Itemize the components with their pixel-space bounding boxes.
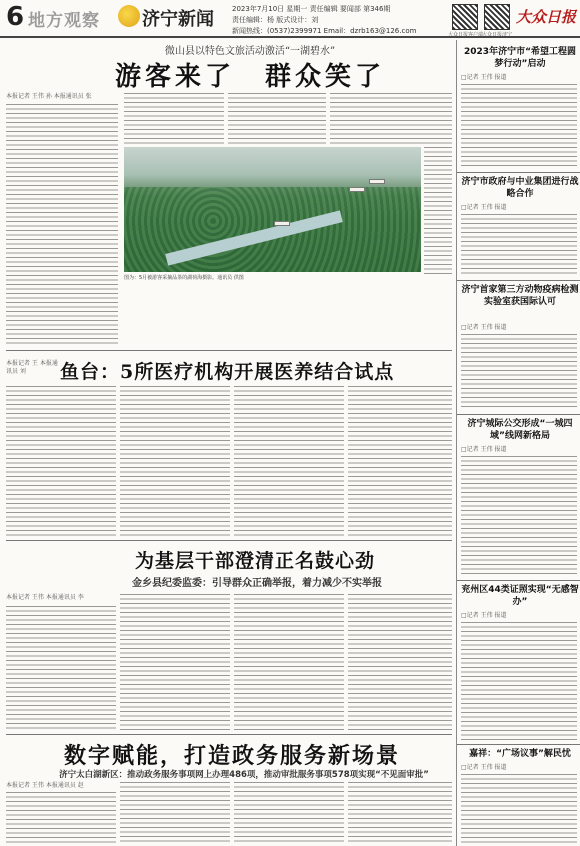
body-text-column (6, 386, 116, 536)
qr-code-icon (452, 4, 478, 30)
brief-headline: 济宁市政府与中业集团进行战略合作 (461, 177, 579, 199)
qr-code-icon (484, 4, 510, 30)
newspaper-logo: 大众日报 (516, 8, 577, 26)
article-headline: 为基层干部澄清正名鼓心劲 (134, 550, 375, 572)
sun-logo-icon (118, 5, 140, 27)
brief-text (461, 334, 577, 410)
qr-label: 大众日报客户端 (448, 32, 484, 38)
article-byline: 本报记者 王伟 本报通讯员 赵 (6, 782, 84, 789)
qr-label: 大众日报济宁 (482, 32, 513, 38)
divider (6, 540, 452, 541)
divider (457, 414, 580, 415)
brief-text (461, 622, 577, 740)
brief-byline: □记者 王伟 报道 (461, 446, 507, 453)
body-text-column (120, 782, 230, 844)
body-text-column (234, 386, 344, 536)
brand-title: 济宁新闻 (142, 9, 214, 30)
brief-text (461, 84, 577, 168)
brief-headline: 2023年济宁市“希望工程圆梦行动”启动 (464, 47, 576, 69)
body-text-column (348, 386, 452, 536)
brief-byline: □记者 王伟 报道 (461, 324, 507, 331)
brief-text (461, 456, 577, 576)
brief-byline: □记者 王伟 报道 (461, 764, 507, 771)
brief-byline: □记者 王伟 报道 (461, 204, 507, 211)
article-byline: 本报记者 王伟 孙 本报通讯员 张 (6, 93, 92, 100)
brief-byline: □记者 王伟 报道 (461, 74, 507, 81)
article-byline: 本报记者 王伟 本报通讯员 李 (6, 594, 84, 601)
body-text-column (228, 93, 326, 145)
body-text-column (424, 147, 452, 277)
divider (457, 744, 580, 745)
masthead-info-line: 新闻热线：(0537)2399971 Email：dzrb163@126.com (232, 27, 417, 35)
page-number: 6 (6, 2, 25, 32)
article-headline: 鱼台：5所医疗机构开展医养结合试点 (60, 361, 395, 383)
brief-byline: □记者 王伟 报道 (461, 612, 507, 619)
brief-text (461, 774, 577, 844)
body-text-column (6, 104, 118, 344)
body-text-column (6, 792, 116, 844)
article-headline: 游客来了 群众笑了 (114, 62, 385, 92)
body-text-column (234, 782, 344, 844)
lotus-lake-photo (124, 147, 421, 272)
photo-caption: 图为：5月被游客采摘品茶的湖荷海摄影。通讯员 供图 (124, 275, 244, 281)
body-text-column (124, 93, 224, 145)
masthead (0, 0, 580, 38)
section-title: 地方观察 (28, 11, 100, 31)
body-text-column (120, 594, 230, 730)
masthead-info-line: 责任编辑：杨 版式设计：刘 (232, 16, 319, 24)
divider (6, 734, 452, 735)
divider (457, 280, 580, 281)
news-briefs-column (456, 40, 580, 846)
brief-text (461, 214, 577, 276)
body-text-column (348, 594, 452, 730)
body-text-column (330, 93, 452, 145)
body-text-column (6, 606, 116, 730)
body-text-column (348, 782, 452, 844)
body-text-column (234, 594, 344, 730)
brief-headline: 济宁城际公交形成“一城四域”线网新格局 (467, 419, 573, 441)
masthead-info (232, 4, 444, 37)
article-subhead: 济宁太白湖新区：推动政务服务事项网上办理486项，推动审批服务事项578项实现“不见面审批” (59, 770, 429, 780)
article-subhead: 金乡县纪委监委：引导群众正确举报，着力减少不实举报 (132, 578, 382, 589)
brief-headline: 嘉祥：“广场议事”解民忧 (469, 749, 571, 759)
brief-headline: 济宁首家第三方动物疫病检测实验室获国际认可 (461, 285, 579, 307)
article-byline: 本报记者 王 本报通讯员 刘 (6, 360, 58, 375)
body-text-column (120, 386, 230, 536)
divider (6, 350, 452, 351)
article-kicker: 微山县以特色文旅活动激活“一湖碧水” (164, 46, 336, 57)
divider (457, 580, 580, 581)
brief-headline: 兖州区44类证照实现“无感智办” (461, 585, 579, 607)
divider (457, 172, 580, 173)
masthead-info-line: 2023年7月10日 星期一 责任编辑 要闻部 第346期 (232, 5, 391, 13)
article-headline: 数字赋能，打造政务服务新场景 (63, 743, 400, 769)
